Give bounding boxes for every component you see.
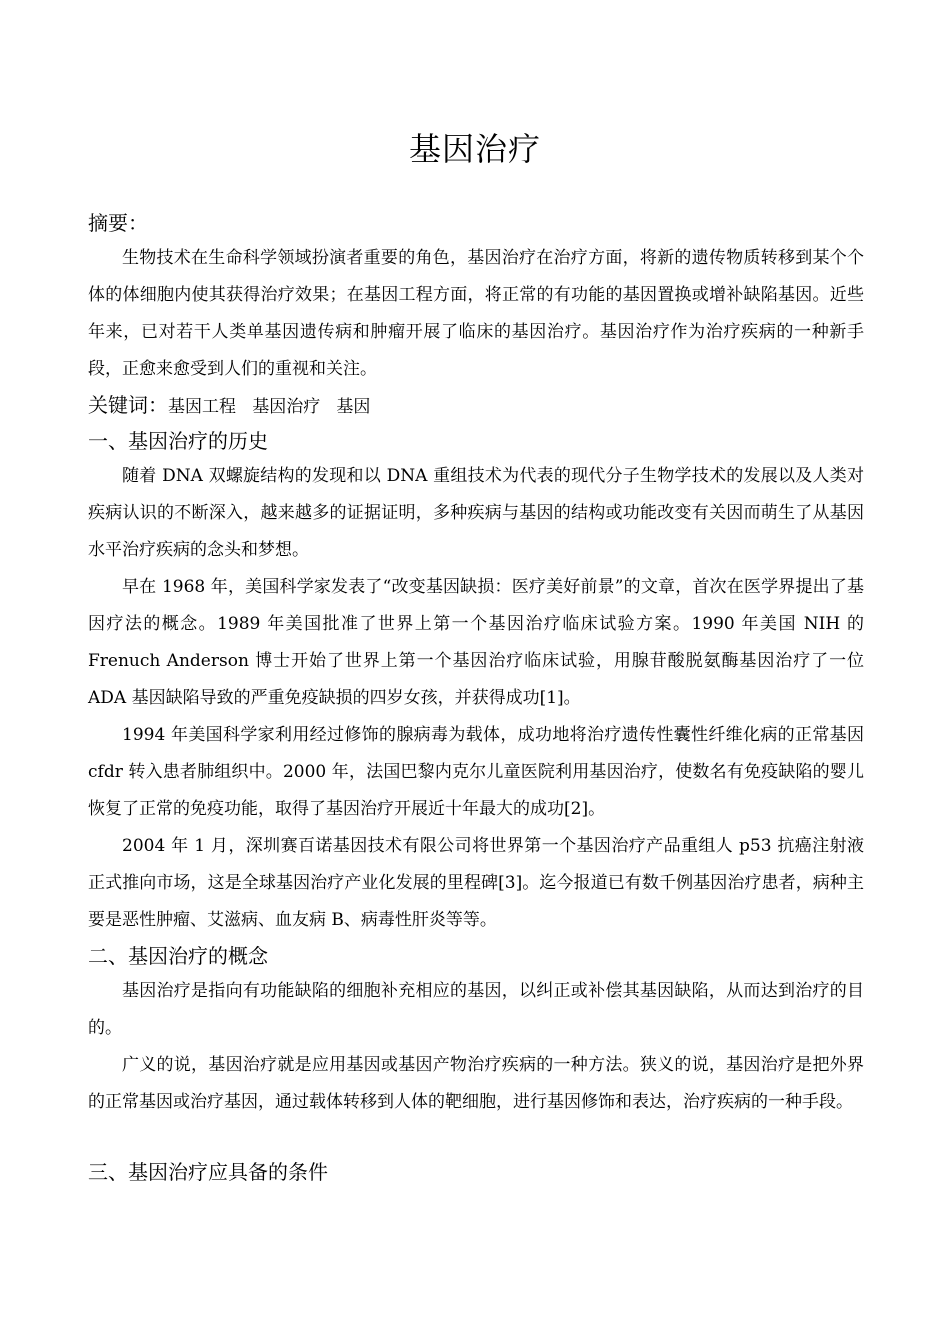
- history-paragraph-3: 1994 年美国科学家利用经过修饰的腺病毒为载体，成功地将治疗遗传性囊性纤维化病的正常基因 cfdr 转入患者肺组织中。2000 年，法国巴黎内克尔儿童医院利用基因治疗，使数名有免疫缺陷的婴儿恢复了正常的免疫功能，取得了基因治疗开展近十年最大的成功[2]。: [88, 725, 864, 819]
- abstract-label: 摘要：: [88, 211, 148, 235]
- section-heading-concept: 二、基因治疗的概念: [88, 944, 268, 968]
- keywords-list: 基因工程 基因治疗 基因: [168, 397, 371, 417]
- concept-paragraph-2: 广义的说，基因治疗就是应用基因或基因产物治疗疾病的一种方法。狭义的说，基因治疗是把外界的正常基因或治疗基因，通过载体转移到人体的靶细胞，进行基因修饰和表达，治疗疾病的一种手段。: [88, 1055, 864, 1112]
- history-paragraph-4: 2004 年 1 月，深圳赛百诺基因技术有限公司将世界第一个基因治疗产品重组人 p53 抗癌注射液正式推向市场，这是全球基因治疗产业化发展的里程碑[3]。迄今报道已有数千例基因治疗患者，病种主要是恶性肿瘤、艾滋病、血友病 B、病毒性肝炎等等。: [88, 836, 864, 930]
- document-title: 基因治疗: [408, 130, 541, 168]
- keywords-line: [88, 388, 864, 424]
- keywords-label: 关键词：: [88, 393, 168, 417]
- history-paragraph-1: 随着 DNA 双螺旋结构的发现和以 DNA 重组技术为代表的现代分子生物学技术的发展以及人类对疾病认识的不断深入，越来越多的证据证明，多种疾病与基因的结构或功能改变有关因而萌生了从基因水平治疗疾病的念头和梦想。: [88, 466, 864, 560]
- history-paragraph-2: 早在 1968 年，美国科学家发表了“改变基因缺损：医疗美好前景”的文章，首次在医学界提出了基因疗法的概念。1989 年美国批准了世界上第一个基因治疗临床试验方案。1990 年美国 NIH 的 Frenuch Anderson 博士开始了世界上第一个基因治疗临床试验，用腺苷酸脱氨酶基因治疗了一位 ADA 基因缺陷导致的严重免疫缺损的四岁女孩，并获得成功[1]。: [88, 577, 864, 708]
- document-body: [88, 206, 864, 1189]
- section-heading-conditions: 三、基因治疗应具备的条件: [88, 1160, 328, 1184]
- abstract-text: 生物技术在生命科学领域扮演者重要的角色，基因治疗在治疗方面，将新的遗传物质转移到某个个体的体细胞内使其获得治疗效果；在基因工程方面，将正常的有功能的基因置换或增补缺陷基因。近些年来，已对若干人类单基因遗传病和肿瘤开展了临床的基因治疗。基因治疗作为治疗疾病的一种新手段，正愈来愈受到人们的重视和关注。: [88, 248, 864, 379]
- concept-paragraph-1: 基因治疗是指向有功能缺陷的细胞补充相应的基因，以纠正或补偿其基因缺陷，从而达到治疗的目的。: [88, 981, 864, 1038]
- section-heading-history: 一、基因治疗的历史: [88, 429, 268, 453]
